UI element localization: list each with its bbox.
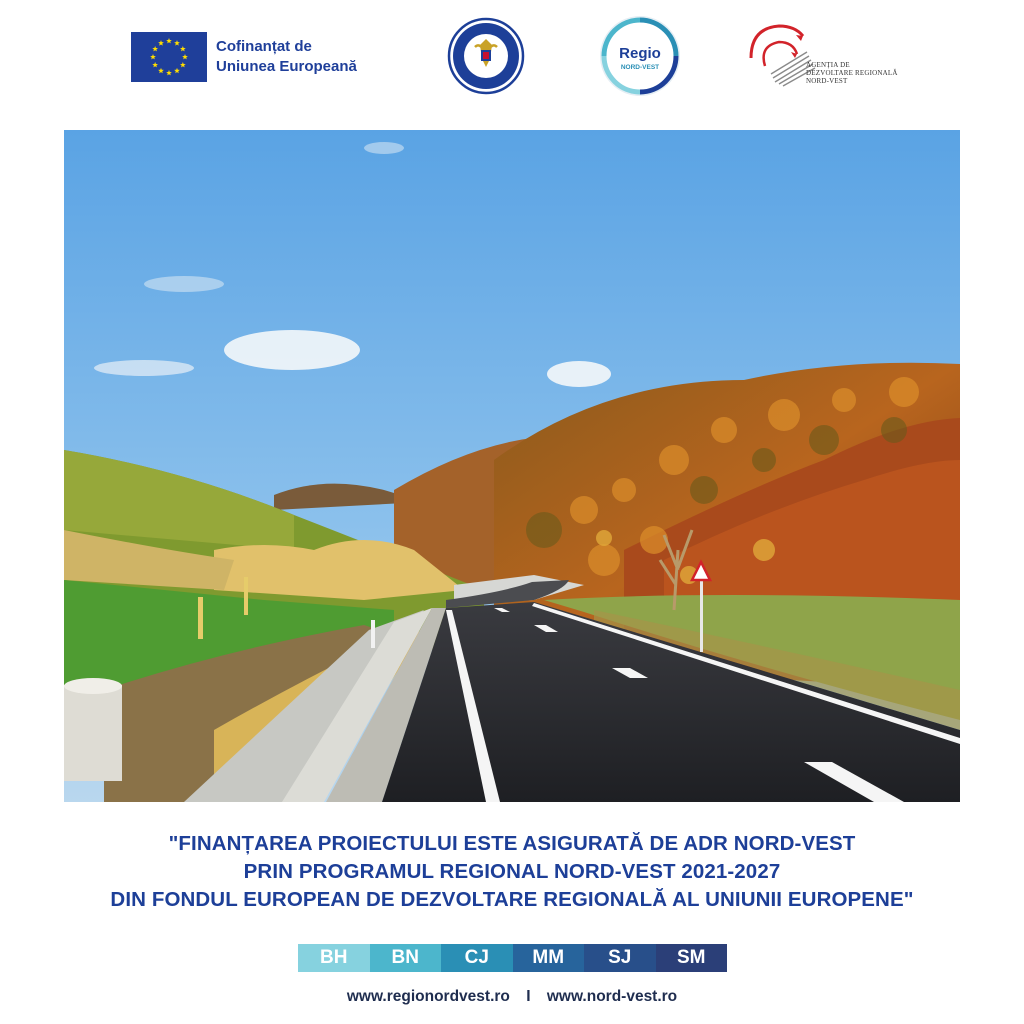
website-link-nord-vest[interactable]: www.nord-vest.ro bbox=[546, 988, 678, 1005]
regio-logo-subtext: NORD-VEST bbox=[620, 64, 660, 71]
eu-cofinancing-line1: Cofinanțat de bbox=[216, 38, 312, 55]
eu-star-icon bbox=[150, 54, 156, 59]
government-seal-icon bbox=[447, 17, 525, 95]
adr-agency-line3: NORD-VEST bbox=[806, 77, 848, 85]
funding-statement-line3: DIN FONDUL EUROPEAN DE DEZVOLTARE REGIONALĂ AL UNIUNII EUROPENE" bbox=[110, 888, 914, 911]
regio-logo-icon bbox=[598, 14, 682, 98]
eu-star-icon bbox=[174, 40, 180, 45]
website-link-regionordvest[interactable]: www.regionordvest.ro bbox=[346, 988, 510, 1005]
eu-star-icon bbox=[166, 70, 172, 75]
adr-agency-name bbox=[806, 61, 898, 85]
eu-flag-icon bbox=[131, 32, 207, 82]
logo-header bbox=[0, 0, 1024, 110]
eu-star-icon bbox=[180, 46, 186, 51]
county-bn: BN bbox=[370, 944, 442, 972]
funding-statement-line2: PRIN PROGRAMUL REGIONAL NORD-VEST 2021-2027 bbox=[243, 860, 781, 883]
county-mm: MM bbox=[513, 944, 585, 972]
road-photo bbox=[64, 130, 960, 802]
eu-star-icon bbox=[152, 62, 158, 67]
county-cj: CJ bbox=[441, 944, 513, 972]
eu-star-icon bbox=[174, 68, 180, 73]
eu-star-icon bbox=[180, 62, 186, 67]
eu-star-icon bbox=[158, 40, 164, 45]
eu-cofinancing-line2: Uniunea Europeană bbox=[216, 58, 357, 75]
eu-star-icon bbox=[166, 38, 172, 43]
county-bh: BH bbox=[298, 944, 370, 972]
county-sm: SM bbox=[656, 944, 728, 972]
county-sj: SJ bbox=[584, 944, 656, 972]
adr-agency-line1: AGENȚIA DE bbox=[806, 61, 850, 69]
regio-logo-text: Regio bbox=[619, 45, 661, 62]
eu-star-icon bbox=[182, 54, 188, 59]
county-code-bar bbox=[298, 944, 727, 972]
eu-cofinancing-label bbox=[216, 37, 357, 77]
funding-statement bbox=[40, 830, 984, 914]
website-links bbox=[0, 988, 1024, 1006]
website-separator: I bbox=[526, 988, 531, 1005]
eu-star-icon bbox=[152, 46, 158, 51]
adr-agency-line2: DEZVOLTARE REGIONALĂ bbox=[806, 69, 898, 77]
funding-statement-line1: "FINANȚAREA PROIECTULUI ESTE ASIGURATĂ DE ADR NORD-VEST bbox=[168, 832, 856, 855]
eu-star-icon bbox=[158, 68, 164, 73]
